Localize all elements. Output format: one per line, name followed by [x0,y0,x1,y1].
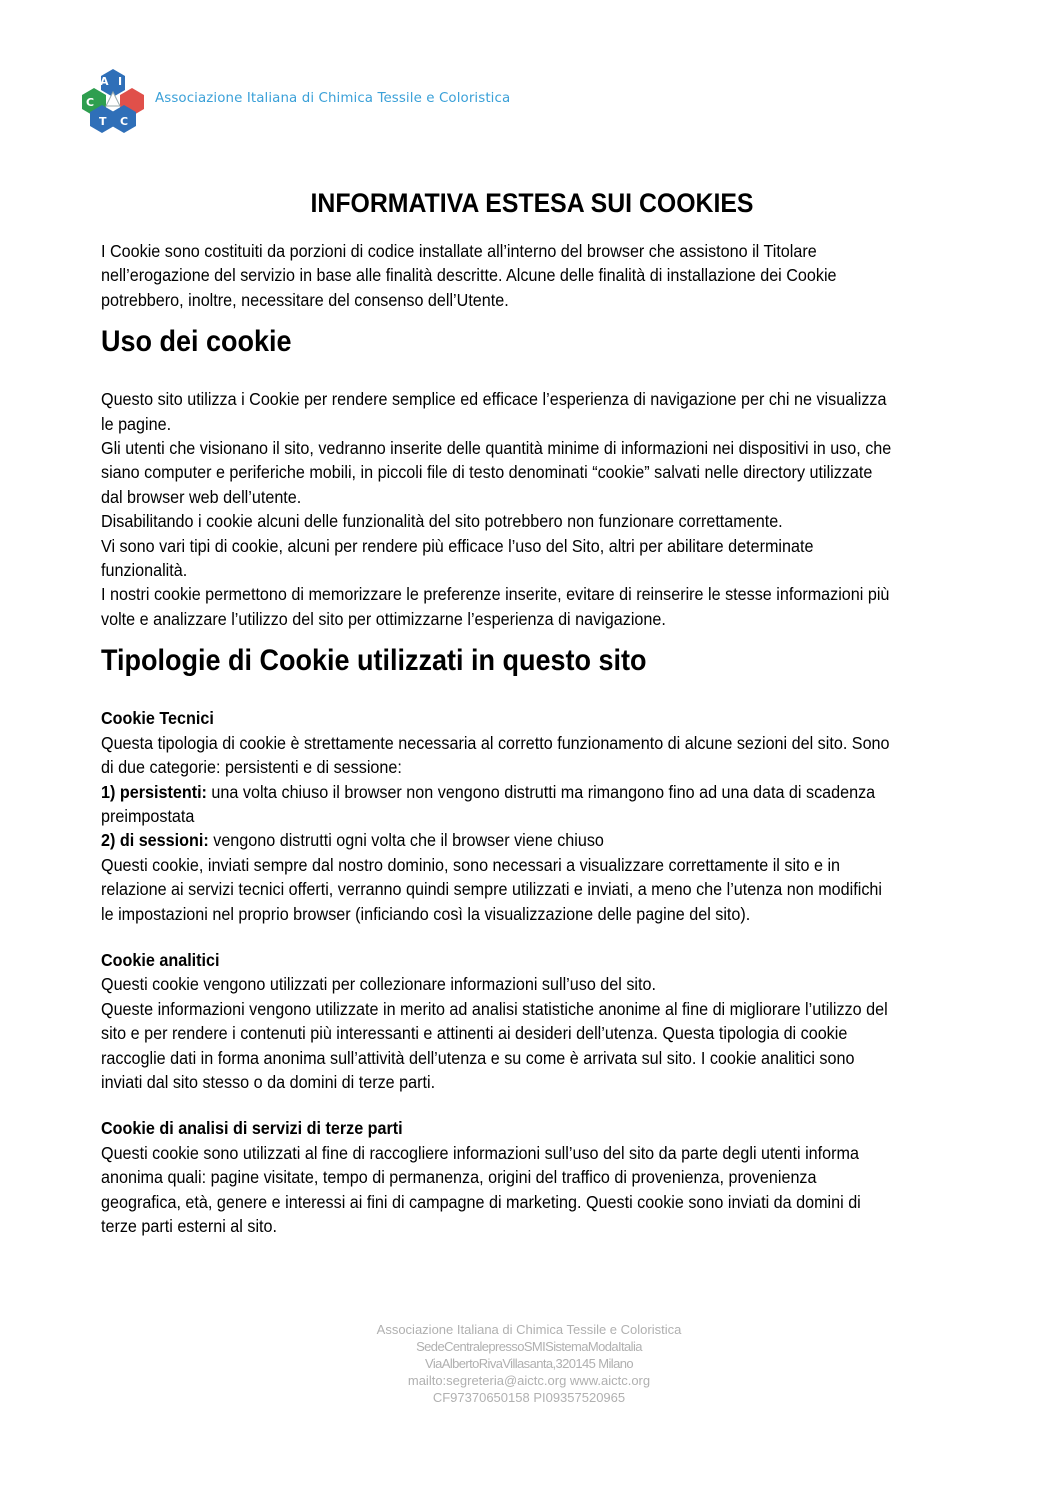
text-line: terze parti esterni al sito. [101,1216,278,1236]
text-line: Queste informazioni vengono utilizzate in merito ad analisi statistiche anonime al fine di migliorare l’utilizzo del [101,998,888,1019]
text-line: siano computer e periferiche mobili, in piccoli file di testo denominati “cookie” salvati nelle directory utilizzate [101,462,873,483]
logo-letter-c1: C [86,96,95,109]
text-line: le impostazioni nel proprio browser (inficiando così la visualizzazione delle pagine del sito). [101,903,751,924]
letterhead [80,68,780,134]
sessioni-text: vengono distrutti ogni volta che il browser viene chiuso [208,830,604,851]
text-line: funzionalità. [101,560,188,581]
persistenti-text: una volta chiuso il browser non vengono distrutti ma rimangono fino ad una data di scadenza [206,781,876,802]
document-body [101,188,963,1238]
organization-name: Associazione Italiana di Chimica Tessile e Coloristica [155,91,511,106]
logo-letter-t: T [99,115,107,128]
text-line: Gli utenti che visionano il sito, vedranno inserite delle quantità minime di informazioni nei dispositivi in uso, che [101,438,892,459]
text-line: geografica, età, genere e interessi ai fini di campagne di marketing. Questi cookie sono inviati da domini di [101,1191,861,1212]
aictc-logo [80,68,146,134]
persistenti-line [101,780,960,804]
logo-letter-i: I [118,75,123,88]
footer-tax-line: CF97370650158 PI09357520965 [432,1390,626,1405]
sessioni-label: 2) di sessioni: [101,830,209,851]
logo-letter-a: A [100,75,109,88]
document-title: INFORMATIVA ESTESA SUI COOKIES [310,188,754,218]
text-line: volte e analizzare l’utilizzo del sito per ottimizzarne l’esperienza di navigazione. [101,608,666,629]
text-line: Questi cookie, inviati sempre dal nostro dominio, sono necessari a visualizzare correttamente il sito e in [101,854,841,875]
sessioni-line [101,828,960,852]
text-line: inviati dal sito stesso o da domini di terze parti. [101,1071,436,1092]
page-footer [0,1321,1058,1406]
footer-org-name: Associazione Italiana di Chimica Tessile e Coloristica [376,1322,682,1337]
subheading-cookie-analitici: Cookie analitici [101,949,220,970]
persistenti-label: 1) persistenti: [101,781,207,802]
text-line: Questo sito utilizza i Cookie per rendere semplice ed efficace l’esperienza di navigazione per chi ne visualizza [101,389,887,410]
uso-paragraph [101,387,963,631]
text-line: anonima quali: pagine visitate, tempo di permanenza, origini del traffico di provenienza, provenienza [101,1167,817,1188]
text-line: relazione ai servizi tecnici offerti, verranno quindi sempre utilizzati e inviati, a meno che l’utenza non modifichi [101,879,882,900]
text-line: preimpostata [101,805,195,826]
subheading-cookie-tecnici: Cookie Tecnici [101,708,214,729]
section-heading-uso: Uso dei cookie [101,325,292,359]
text-line: I Cookie sono costituiti da porzioni di codice installate all’interno del browser che assistono il Titolare [101,241,817,261]
text-line: le pagine. [101,413,172,434]
text-line: nell’erogazione del servizio in base alle finalità descritte. Alcune delle finalità di installazione dei Cookie [101,265,837,286]
subheading-cookie-terze-parti: Cookie di analisi di servizi di terze parti [101,1118,403,1139]
section-heading-tipologie: Tipologie di Cookie utilizzati in questo sito [101,644,647,678]
footer-address-line: SedeCentralepressoSMISistemaModaItalia [416,1339,642,1354]
text-line: Questa tipologia di cookie è strettamente necessaria al corretto funzionamento di alcune sezioni del sito. Sono [101,732,890,753]
text-line: dal browser web dell’utente. [101,486,302,507]
text-line: Vi sono vari tipi di cookie, alcuni per rendere più efficace l’uso del Sito, altri per abilitare determinate [101,535,814,556]
text-line: di due categorie: persistenti e di sessione: [101,757,402,778]
text-line: Questi cookie vengono utilizzati per collezionare informazioni sull’uso del sito. [101,974,656,995]
text-line: sito e per rendere i contenuti più interessanti e attinenti ai desideri dell’utenza. Questa tipologia di cookie [101,1023,848,1044]
text-line: Questi cookie sono utilizzati al fine di raccogliere informazioni sull’uso del sito da parte degli utenti informa [101,1142,859,1163]
intro-paragraph [101,239,963,312]
footer-address-line: ViaAlbertoRivaVillasanta,320145 Milano [425,1356,633,1371]
text-line: potrebbero, inoltre, necessitare del consenso dell’Utente. [101,289,509,310]
logo-letter-c2: C [120,115,129,128]
footer-contact-line: mailto:segreteria@aictc.org www.aictc.org [407,1373,651,1388]
text-line: raccoglie dati in forma anonima sull’attività dell’utenza e su come è arrivata sul sito. I cookie analitici sono [101,1047,855,1068]
text-line: Disabilitando i cookie alcuni delle funzionalità del sito potrebbero non funzionare correttamente. [101,511,783,532]
text-line: I nostri cookie permettono di memorizzare le preferenze inserite, evitare di reinserire le stesse informazioni più [101,584,890,605]
